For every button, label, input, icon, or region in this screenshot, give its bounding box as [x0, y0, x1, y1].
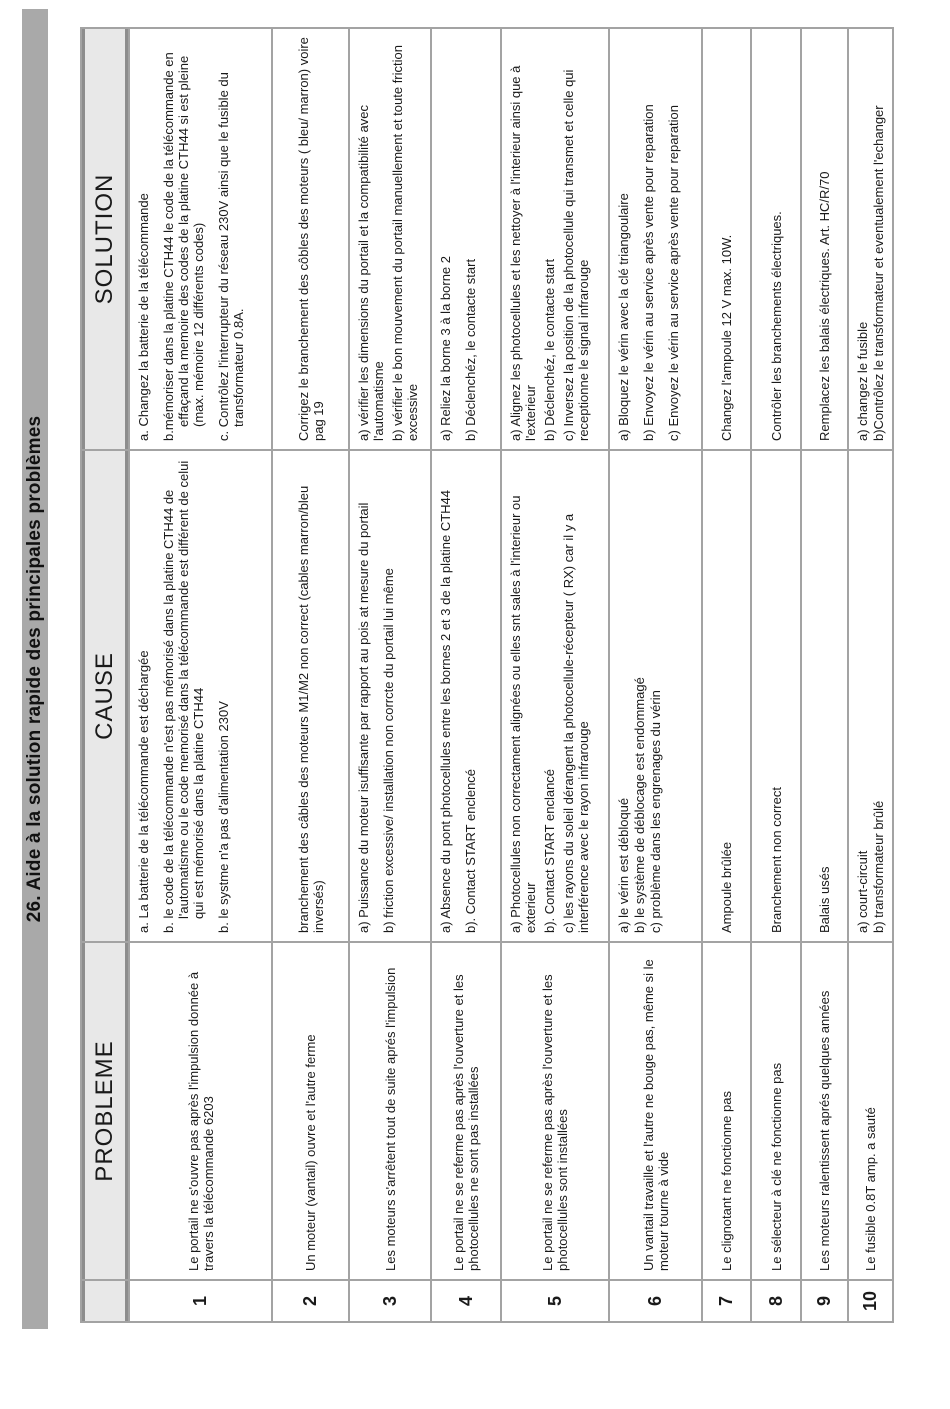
cause-text: c) les rayons du soleil dérangent la photocellule-récepteur ( RX) car il y a interférence avec le rayon infrarouge: [561, 513, 591, 933]
cause-cell: [130, 451, 271, 941]
solution-text: b) vérifier le bon mouvement du portail manuellement et toute friction excessive: [390, 45, 420, 441]
cause-text: a) Photocellules non correctament alignées ou elles snt sales à l'interieur ou exterieur: [508, 495, 538, 933]
probleme-text: Le portail ne se referme pas après l'ouverture et les photocellules ne sont pas installées: [451, 974, 481, 1271]
solution-text: Changez l'ampoule 12 V max. 10W.: [719, 234, 734, 441]
cause-cell: [802, 451, 847, 941]
probleme-text: Un moteur (vantail) ouvre et l'autre ferme: [303, 1034, 318, 1271]
solution-text: Contrôler les branchements électriques.: [768, 211, 784, 441]
row-number: 1: [130, 1281, 271, 1321]
cause-cell: [502, 451, 608, 941]
solution-text: a) changez le fusible: [855, 321, 870, 441]
probleme-text: Le clignotant ne fonctionne pas: [719, 1091, 734, 1271]
cause-cell: [350, 451, 430, 941]
solution-text: b) Déclenchéz, le contacte start: [542, 258, 557, 441]
solution-text: b) Envoyez le vérin au service après vente pour reparation: [641, 104, 656, 441]
probleme-cell: [703, 943, 750, 1279]
probleme-text: Le fusible 0.8T amp. a sauté: [863, 1107, 878, 1271]
row-number: 10: [849, 1281, 892, 1321]
cause-text: b) friction excessive/ installation non corrcte du portail lui même: [381, 568, 396, 933]
solution-text: c) Inversez la position de la photocellule qui transmet et celle qui receptionne le signal infrarouge: [561, 69, 591, 441]
solution-text: a. Changez la batterie de la télécommande: [136, 193, 151, 441]
probleme-text: Les moteurs s'arrêtent tout de suite aprés l'impulsion: [382, 967, 398, 1271]
cause-cell: [432, 451, 500, 941]
cause-text: a) Absence du pont photocellules entre les bornes 2 et 3 de la platine CTH44: [438, 489, 453, 933]
cause-text: a) Puissance du moteur isuffisante par rapport au pois at mesure du portail: [356, 502, 371, 933]
solution-text: b)Contrôlez le transformateur et eventualement l'echanger: [871, 105, 886, 441]
solution-cell: [610, 29, 701, 449]
solution-text: Remplacez les balais électriques. Art. HC/R/70: [817, 171, 832, 441]
cause-cell: [273, 451, 348, 941]
solution-cell: [432, 29, 500, 449]
cause-text: b. le code de la télécommande n'est pas mémorisé dans la platine CTH44 de l'automatisme ou le code memorisé dans la télécommande est différent de celui qui est mémorisé dans la platine CTH44: [161, 460, 206, 933]
solution-cell: [130, 29, 271, 449]
cause-cell: [849, 451, 892, 941]
probleme-cell: [752, 943, 800, 1279]
cause-text: b. le systme n'a pas d'alimentation 230V: [216, 701, 231, 933]
solution-cell: [703, 29, 750, 449]
solution-text: c. Contrôlez l'interrupteur du réseau 230V ainsi que le fusible du transformateur 0.8A.: [216, 72, 246, 441]
column-header-cause: CAUSE: [82, 451, 128, 941]
cause-text: a. La batterie de la télécommande est déchargée: [136, 650, 151, 933]
probleme-cell: [432, 943, 500, 1279]
column-header-solution: SOLUTION: [82, 29, 128, 449]
row-number: 7: [703, 1281, 750, 1321]
row-number: 2: [273, 1281, 348, 1321]
solution-text: Corrigez le branchement des côbles des moteurs ( bleu/ marron) voire pag 19: [295, 37, 326, 441]
solution-text: b) Déclenchéz, le contacte start: [463, 258, 478, 441]
probleme-cell: [802, 943, 847, 1279]
probleme-text: Les moteurs ralentissent aprés quelques années: [817, 990, 832, 1271]
solution-cell: [849, 29, 892, 449]
cause-text: Ampoule brûlée: [719, 841, 734, 933]
row-number: 8: [752, 1281, 800, 1321]
probleme-cell: [610, 943, 701, 1279]
cause-cell: [610, 451, 701, 941]
solution-cell: [752, 29, 800, 449]
cause-text: c) problème dans les engrenages du vérin: [648, 690, 663, 933]
solution-cell: [273, 29, 348, 449]
cause-text: b) transformateur brûlé: [871, 800, 886, 933]
cause-cell: [752, 451, 800, 941]
probleme-cell: [273, 943, 348, 1279]
cause-text: b). Contact START enclencé: [463, 768, 478, 933]
solution-cell: [350, 29, 430, 449]
row-number: 6: [610, 1281, 701, 1321]
cause-text: a) court-circuit: [855, 850, 870, 933]
probleme-cell: [130, 943, 271, 1279]
row-number: 4: [432, 1281, 500, 1321]
solution-text: a) Reliez la borne 3 à la borne 2: [438, 255, 453, 441]
solution-cell: [802, 29, 847, 449]
title-bar: [22, 9, 48, 1329]
probleme-cell: [350, 943, 430, 1279]
probleme-text: Le sélecteur à clé ne fonctionne pas: [768, 1062, 784, 1271]
cause-text: a) le vérin est débloqué: [616, 797, 631, 933]
cause-text: b). Contact START enclancé: [542, 768, 557, 933]
cause-text: b) le système de déblocage est endommagé: [632, 677, 647, 933]
solution-cell: [502, 29, 608, 449]
solution-text: c) Envoyez le vérin au service après vente pour reparation: [666, 104, 681, 441]
row-number: 3: [350, 1281, 430, 1321]
cause-text: Branchement non correct: [768, 787, 784, 933]
cause-text: Balais usés: [817, 866, 832, 933]
probleme-text: Un vantail travaille et l'autre ne bouge pas, même si le moteur tourne à vide: [640, 959, 671, 1271]
solution-text: a) Bloquez le vérin avec la clé triangoulaire: [616, 193, 631, 441]
probleme-text: Le portail ne s'ouvre pas après l'impulsion donnée à travers la télécommande 6203: [185, 971, 216, 1271]
solution-text: a) vérifier les dimensions du portail et la compatibilité avec l'automatisme: [356, 105, 386, 441]
row-number: 9: [802, 1281, 847, 1321]
probleme-text: Le portail ne se referme pas après l'ouverture et les photocellules sont installées: [540, 974, 570, 1271]
cause-text: branchement des câbles des moteurs M1/M2 non correct (cables marron/bleu inversés): [295, 485, 326, 933]
page-title: 26. Aide à la solution rapide des principales problèmes: [24, 415, 45, 923]
solution-text: a) Alignez les photocellules et les nettoyer à l'interieur ainsi que à l'exterieur: [508, 65, 538, 441]
table-corner-cell: [82, 1281, 128, 1321]
column-header-probleme: PROBLEME: [82, 943, 128, 1279]
cause-cell: [703, 451, 750, 941]
solution-text: b.mémoriser dans la platine CTH44 le code de la télécommande en effaçand la memoire des codes de la platine CTH44 si est pleine (max. mémoire 12 différents codes): [161, 52, 206, 441]
row-number: 5: [502, 1281, 608, 1321]
probleme-cell: [849, 943, 892, 1279]
troubleshooting-table: [80, 27, 894, 1323]
probleme-cell: [502, 943, 608, 1279]
